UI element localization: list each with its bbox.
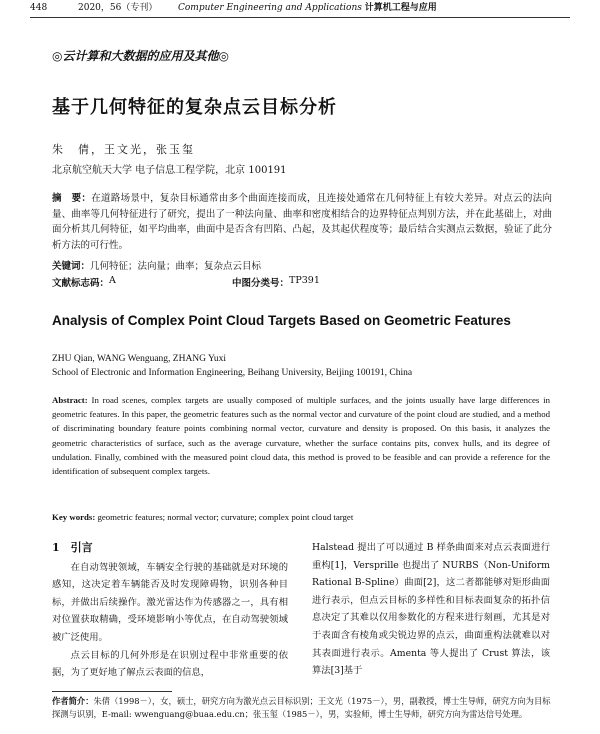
abstract-cn [52, 191, 552, 253]
intro-heading: 1 引言 [52, 541, 93, 554]
abstract-cn-text: 在道路场景中，复杂目标通常由多个曲面连接而成，且连接处通常在几何特征上有较大差异。对点云的法向量、曲率等几何特征进行了研究，提出了一种法向量、曲率和密度相结合的边界特征点判别方法，并在此基础上，对曲面分析其几何特征，如平均曲率，曲面中是否含有凹陷、凸起，及其起伏程度等；最后结合实测点云数据，验证了此分析方法的可行性。 [52, 193, 552, 251]
journal-name-cn: 计算机工程与应用 [364, 3, 437, 13]
keywords-cn-text: 几何特征；法向量；曲率；复杂点云目标 [90, 261, 262, 272]
doc-code-value: A [109, 275, 116, 286]
year-issue: 2020，56（专刊） [78, 3, 158, 13]
section-label: ◎云计算和大数据的应用及其他◎ [52, 49, 229, 63]
doc-code [52, 275, 116, 289]
abstract-cn-label: 摘 要： [52, 193, 92, 204]
authors-en: ZHU Qian, WANG Wenguang, ZHANG Yuxi [52, 354, 226, 364]
keywords-en-label: Key words: [52, 512, 96, 522]
page-number: 448 [30, 3, 48, 13]
journal-name-en: Computer Engineering and Applications [178, 3, 362, 13]
abstract-en-label: Abstract: [52, 395, 88, 405]
abstract-en-text: In road scenes, complex targets are usually composed of multiple surfaces, and the joints usually have large differences in geometric features. In this paper, the geometric features such as the normal vector and curvature of the point cloud are studied, and a method of discriminating boundary feature points combining normal vector, curvature and density is proposed. On this basis, it analyzes the geometric characteristics of surface, such as the average curvature, whether the surface contains pits, convex hulls, and its degree of undulation. Finally, combined with the measured point cloud data, this method is proved to be feasible and can provide a reference for the identification of subsequent complex targets. [52, 395, 550, 477]
journal-name [178, 2, 437, 14]
footnote-text: 朱倩（1998－），女，硕士，研究方向为激光点云目标识别；王文光（1975－），男，副教授，博士生导师，研究方向为目标探测与识别，E-mail: wwenguang@buaa.edu.cn；张玉玺（1985－），男，实验师，博士生导师，研究方向为雷达信号处理。 [52, 696, 551, 719]
title-cn: 基于几何特征的复杂点云目标分析 [52, 97, 337, 118]
keywords-en-text: geometric features; normal vector; curvature; complex point cloud target [97, 512, 354, 522]
intro-paragraph-2: 点云目标的几何外形是在识别过程中非常重要的依据，为了更好地了解点云表面的信息， [52, 649, 288, 679]
abstract-en [52, 393, 550, 478]
header-rule [30, 17, 570, 18]
footnote-label: 作者简介： [52, 696, 94, 706]
clc-code [232, 275, 320, 289]
keywords-cn-label: 关键词： [52, 261, 91, 272]
title-en: Analysis of Complex Point Cloud Targets Based on Geometric Features [52, 313, 511, 328]
keywords-cn [52, 258, 261, 272]
clc-code-value: TP391 [289, 275, 320, 286]
affiliation-en: School of Electronic and Information Engineering, Beihang University, Beijing 100191, China [52, 368, 413, 378]
footnote-rule [52, 691, 172, 692]
clc-code-label: 中图分类号： [232, 278, 290, 289]
classification-codes [52, 275, 552, 289]
running-header [30, 0, 570, 22]
intro-paragraph-1: 在自动驾驶领域，车辆安全行驶的基础就是对环境的感知，这决定着车辆能否及时发现障碍物，识别各种目标，并做出后续操作。激光雷达作为传感器之一，具有相对位置获取精确，受环境影响小等优点，在自动驾驶领域被广泛使用。 [52, 561, 288, 643]
author-footnote [52, 695, 552, 721]
body-left-column [52, 539, 288, 682]
affiliation-cn: 北京航空航天大学 电子信息工程学院，北京 100191 [52, 165, 287, 176]
keywords-en [52, 512, 353, 522]
intro-right-text: Halstead 提出了可以通过 B 样条曲面来对点云表面进行重构[1]，Versprille 也提出了 NURBS（Non-Uniform Rational B-Spline）曲面[2]，这二者都能够对矩形曲面进行表示，但点云目标的多样性和目标表面复杂的拓扑信息决定了其难以仅用参数化的方程来进行刻画，尤其是对于表面含有棱角或尖锐边界的点云，曲面重构法就难以对其表面进行表示。Amenta 等人提出了 Crust 算法，该算法[3]基于 [312, 542, 550, 677]
body-right-column [312, 539, 550, 680]
authors-cn: 朱 倩，王文光，张玉玺 [52, 143, 195, 156]
doc-code-label: 文献标志码： [52, 278, 110, 289]
